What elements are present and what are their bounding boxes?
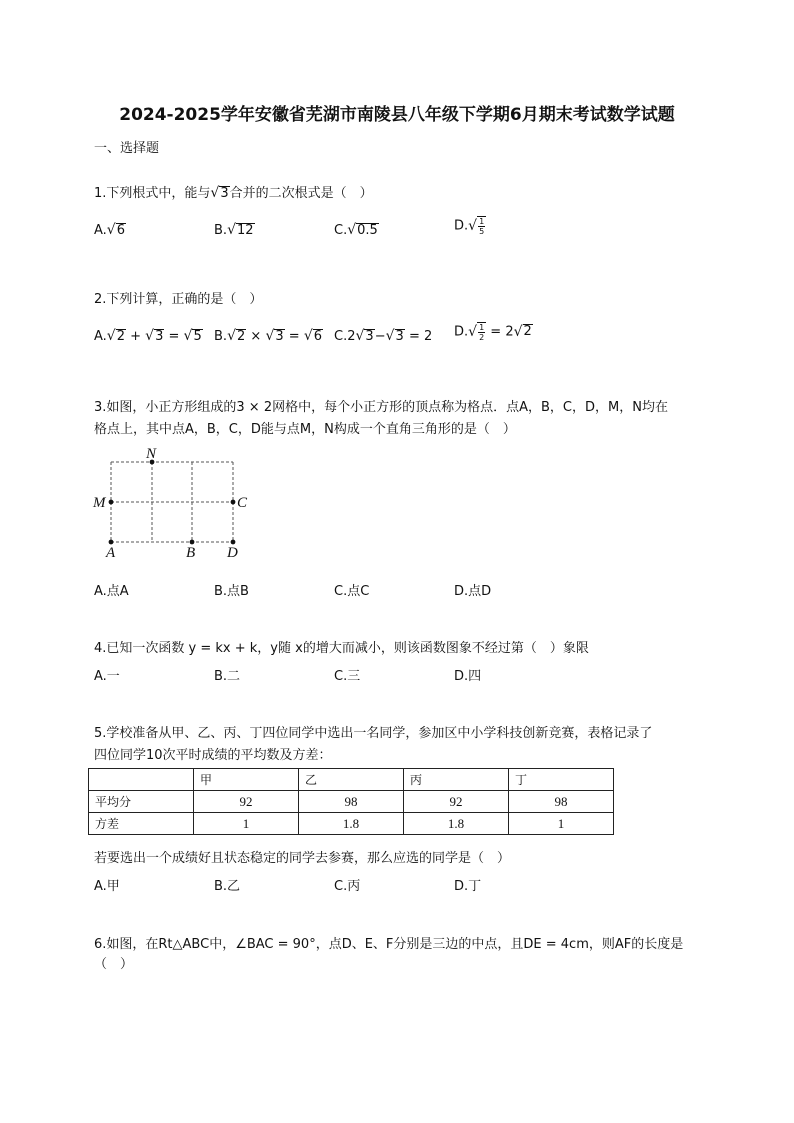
option-letter: A. — [94, 223, 107, 238]
table-cell: 92 — [194, 791, 299, 813]
table-header-cell: 乙 — [299, 769, 404, 791]
option-letter: B. — [214, 223, 228, 238]
question-3-line1: 3.如图，小正方形组成的3 × 2网格中，每个小正方形的顶点称为格点．点A，B，C，D，M，N均在 — [94, 400, 668, 415]
option-letter: D. — [454, 218, 469, 234]
q1-option-c[interactable]: C.√0.5 — [334, 222, 378, 238]
table-cell: 1.8 — [299, 813, 404, 835]
table-header-cell — [89, 769, 194, 791]
q1-radicand: 3 — [220, 186, 229, 201]
question-5-line1: 5.学校准备从甲、乙、丙、丁四位同学中选出一名同学，参加区中小学科技创新竞赛，表格记录了 — [94, 726, 653, 741]
table-row — [89, 813, 614, 835]
label-b: B — [186, 545, 196, 561]
question-3-line2: 格点上，其中点A，B，C，D能与点M，N构成一个直角三角形的是（ ） — [94, 422, 516, 437]
question-6-line2: （ ） — [94, 957, 134, 972]
point-a — [109, 540, 114, 545]
q4-option-b[interactable]: B.二 — [214, 669, 241, 684]
grid-figure — [88, 443, 258, 563]
label-n: N — [146, 446, 157, 462]
question-5-line2: 四位同学10次平时成绩的平均数及方差： — [94, 748, 332, 763]
table-cell: 92 — [404, 791, 509, 813]
point-m — [109, 500, 114, 505]
label-m: M — [93, 495, 106, 511]
q1-suffix: 合并的二次根式是（ ） — [229, 186, 373, 201]
table-header-cell: 甲 — [194, 769, 299, 791]
table-cell: 方差 — [89, 813, 194, 835]
q1-prefix: 1.下列根式中，能与 — [94, 186, 211, 201]
q2-option-d[interactable]: D.√ $\frac{1}{2}$ = 2√2 — [454, 323, 532, 342]
q3-option-b[interactable]: B.点B — [214, 584, 249, 599]
q2-option-b[interactable]: B.√2 × √3 = √6 — [214, 328, 323, 344]
table-header-row — [89, 769, 614, 791]
q5-option-a[interactable]: A.甲 — [94, 879, 120, 894]
point-c — [231, 500, 236, 505]
q5-option-d[interactable]: D.丁 — [454, 879, 482, 894]
q3-option-a[interactable]: A.点A — [94, 584, 129, 599]
table-cell: 98 — [299, 791, 404, 813]
table-row — [89, 791, 614, 813]
q4-option-c[interactable]: C.三 — [334, 669, 361, 684]
table-header-cell: 丁 — [509, 769, 614, 791]
option-radicand: 0.5 — [357, 223, 378, 238]
q1-option-b[interactable]: B.√12 — [214, 222, 254, 238]
q4-option-d[interactable]: D.四 — [454, 669, 482, 684]
q5-option-c[interactable]: C.丙 — [334, 879, 361, 894]
label-c: C — [237, 495, 248, 511]
q1-option-a[interactable]: A.√6 — [94, 222, 125, 238]
table-cell: 1 — [509, 813, 614, 835]
question-5-after: 若要选出一个成绩好且状态稳定的同学去参赛，那么应选的同学是（ ） — [94, 851, 511, 866]
section-heading: 一、选择题 — [94, 141, 160, 156]
question-1-stem: 1.下列根式中，能与√3合并的二次根式是（ ） — [94, 185, 373, 201]
option-radicand: 12 — [236, 223, 254, 238]
label-d: D — [227, 545, 238, 561]
page-title: 2024-2025学年安徽省芜湖市南陵县八年级下学期6月期末考试数学试题 — [119, 105, 675, 125]
q4-option-a[interactable]: A.一 — [94, 669, 120, 684]
fraction: $\frac{1}{5}$ — [479, 217, 485, 236]
q3-option-c[interactable]: C.点C — [334, 584, 370, 599]
q2-option-c[interactable]: C.2√3−√3 = 2 — [334, 328, 433, 344]
question-4-stem: 4.已知一次函数 y = kx + k，y随 x的增大而减小，则该函数图象不经过第（ ）象限 — [94, 641, 589, 656]
label-a: A — [106, 545, 116, 561]
table-cell: 1.8 — [404, 813, 509, 835]
option-radicand: 6 — [116, 223, 125, 238]
q5-option-b[interactable]: B.乙 — [214, 879, 241, 894]
option-letter: C. — [334, 223, 348, 238]
table-cell: 平均分 — [89, 791, 194, 813]
question-2-stem: 2.下列计算，正确的是（ ） — [94, 292, 263, 307]
question-6-line1: 6.如图，在Rt△ABC中，∠BAC = 90°，点D、E、F分别是三边的中点，且DE = 4cm，则AF的长度是 — [94, 937, 684, 952]
scores-table — [88, 768, 614, 835]
point-d — [231, 540, 236, 545]
q2-option-a[interactable]: A.√2 + √3 = √5 — [94, 328, 202, 344]
point-b — [190, 540, 195, 545]
table-header-cell: 丙 — [404, 769, 509, 791]
q1-option-d[interactable]: D.√ $\frac{1}{5}$ — [454, 217, 485, 236]
q3-option-d[interactable]: D.点D — [454, 584, 492, 599]
table-cell: 1 — [194, 813, 299, 835]
table-cell: 98 — [509, 791, 614, 813]
